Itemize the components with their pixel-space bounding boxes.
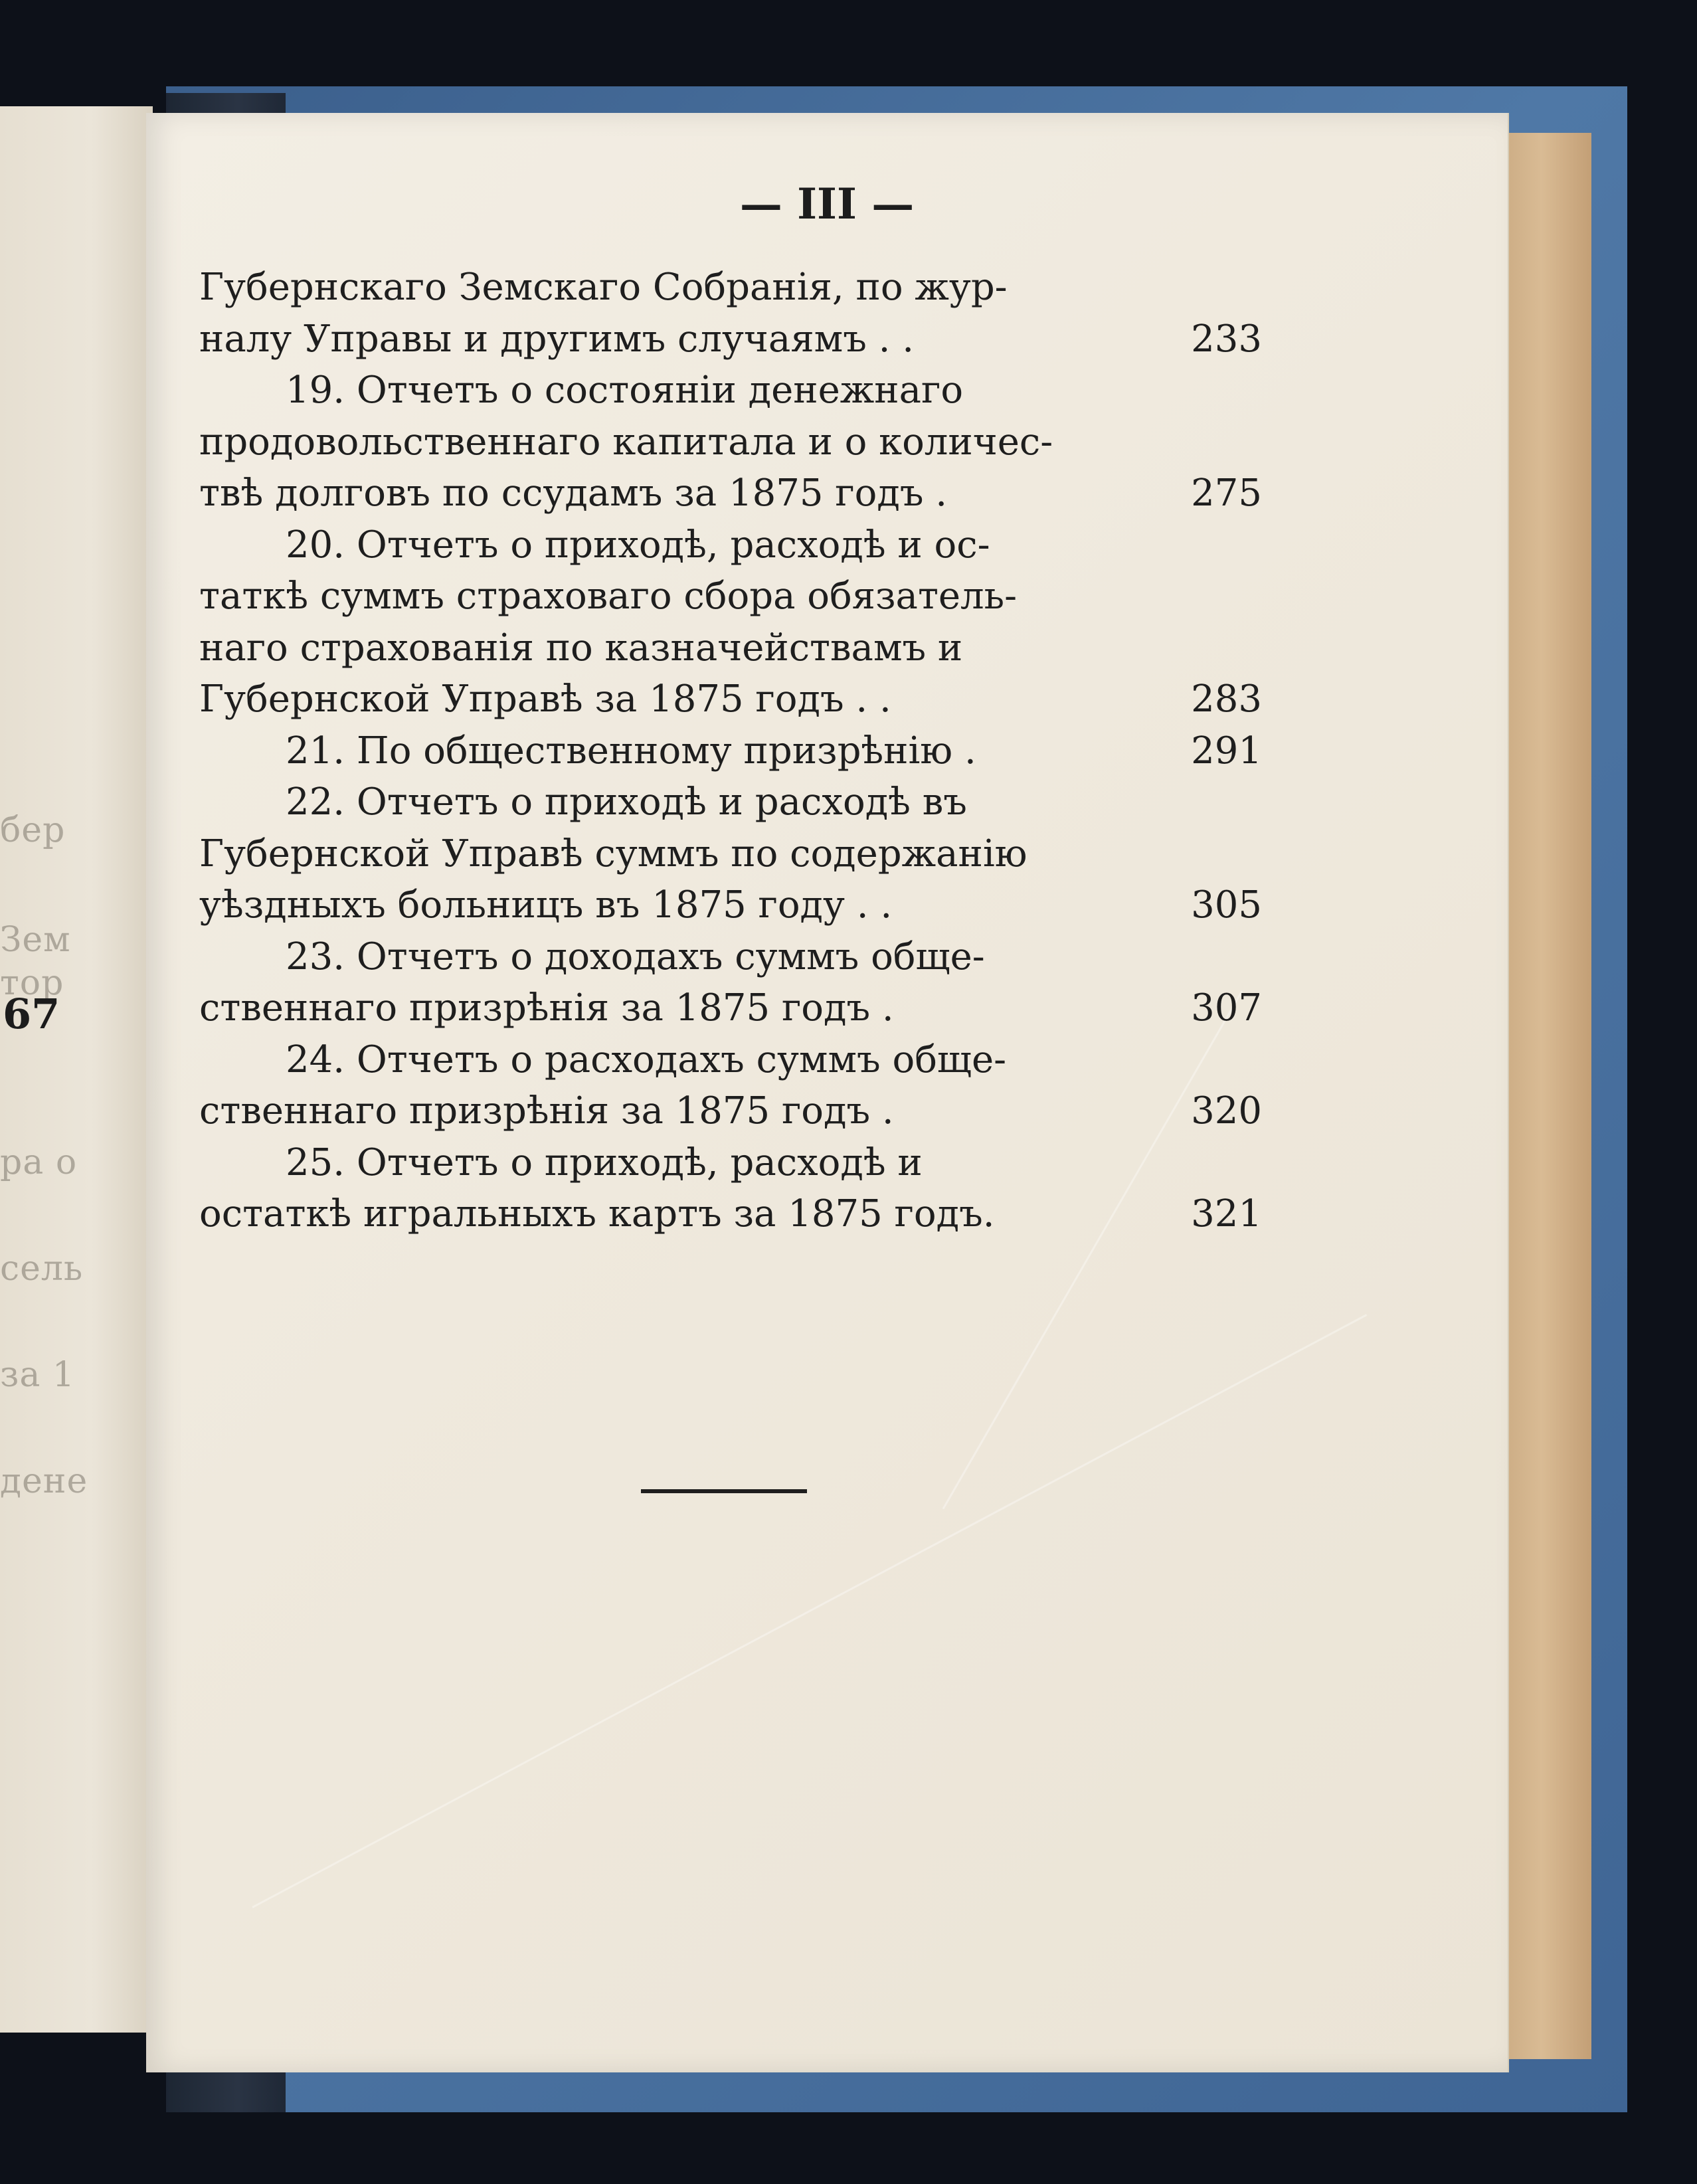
paper-crease bbox=[252, 1314, 1367, 1908]
toc-page-number: 321 bbox=[1191, 1192, 1262, 1235]
toc-entry-text: 22. Отчетъ о приходѣ и расходѣ въ bbox=[286, 780, 967, 824]
toc-entry-text: Губернской Управѣ за 1875 годъ . . bbox=[199, 678, 891, 721]
toc-page-number: 307 bbox=[1191, 986, 1262, 1030]
toc-entry-text: 25. Отчетъ о приходѣ, расходѣ и bbox=[286, 1140, 923, 1184]
toc-line bbox=[199, 1086, 1262, 1137]
toc-entry-text: 19. Отчетъ о состояніи денежнаго bbox=[286, 369, 964, 412]
toc-entry-text: ственнаго призрѣнія за 1875 годъ . bbox=[199, 1089, 894, 1133]
page-header: — III — bbox=[739, 179, 915, 229]
page-number-fragment: 67 bbox=[3, 990, 60, 1038]
toc-entry-text: уѣздныхъ больницъ въ 1875 году . . bbox=[199, 883, 893, 927]
toc-line bbox=[199, 983, 1262, 1034]
ghost-text: тор bbox=[0, 963, 64, 1003]
toc-line bbox=[199, 1035, 1262, 1085]
toc-entry-text: ственнаго призрѣнія за 1875 годъ . bbox=[199, 986, 894, 1030]
toc-line bbox=[199, 262, 1262, 313]
toc-entry-text: 23. Отчетъ о доходахъ суммъ обще- bbox=[286, 935, 985, 978]
toc-page-number: 291 bbox=[1191, 729, 1262, 773]
toc-entry-text: твѣ долговъ по ссудамъ за 1875 годъ . bbox=[199, 472, 948, 515]
toc-line bbox=[199, 932, 1262, 982]
ghost-text: ра о bbox=[0, 1142, 78, 1182]
left-page bbox=[0, 106, 153, 2033]
toc-line bbox=[199, 417, 1262, 468]
toc-entry-text: Губернскаго Земскаго Собранія, по жур- bbox=[199, 266, 1008, 309]
toc-page-number: 275 bbox=[1191, 472, 1262, 515]
toc-entry-text: Губернской Управѣ суммъ по содержанію bbox=[199, 832, 1027, 875]
toc-line bbox=[199, 365, 1262, 416]
toc-page-number: 283 bbox=[1191, 678, 1262, 721]
toc-line bbox=[199, 468, 1262, 519]
toc-entry-text: 24. Отчетъ о расходахъ суммъ обще- bbox=[286, 1038, 1007, 1081]
ghost-text: за 1 bbox=[0, 1355, 75, 1395]
toc-line bbox=[199, 674, 1262, 725]
toc-entry-text: налу Управы и другимъ случаямъ . . bbox=[199, 317, 915, 361]
toc-page-number: 320 bbox=[1191, 1089, 1262, 1133]
toc-page-number: 305 bbox=[1191, 883, 1262, 927]
ghost-text: бер bbox=[0, 810, 66, 850]
toc-line bbox=[199, 1138, 1262, 1188]
toc-entry-text: наго страхованія по казначействамъ и bbox=[199, 626, 963, 670]
toc-line bbox=[199, 880, 1262, 931]
toc-entry-text: 21. По общественному призрѣнію . bbox=[286, 729, 976, 773]
right-page bbox=[146, 113, 1508, 2072]
ghost-text: Зем bbox=[0, 920, 71, 960]
toc-line bbox=[199, 777, 1262, 828]
toc-line bbox=[199, 829, 1262, 879]
toc-line bbox=[199, 520, 1262, 571]
ghost-text: сель bbox=[0, 1249, 84, 1289]
toc-entry-text: остаткѣ игральныхъ картъ за 1875 годъ. bbox=[199, 1192, 995, 1235]
toc-page-number: 233 bbox=[1191, 317, 1262, 361]
toc-line bbox=[199, 571, 1262, 622]
toc-entry-text: продовольственнаго капитала и о количес- bbox=[199, 420, 1053, 464]
toc-entry-text: 20. Отчетъ о приходѣ, расходѣ и ос- bbox=[286, 523, 990, 567]
toc-line bbox=[199, 314, 1262, 365]
toc-line bbox=[199, 1189, 1262, 1239]
toc-entry-text: таткѣ суммъ страховаго сбора обязатель- bbox=[199, 575, 1018, 618]
end-rule bbox=[641, 1489, 807, 1493]
ghost-text: дене bbox=[0, 1461, 88, 1501]
toc-line bbox=[199, 726, 1262, 776]
toc-line bbox=[199, 623, 1262, 674]
